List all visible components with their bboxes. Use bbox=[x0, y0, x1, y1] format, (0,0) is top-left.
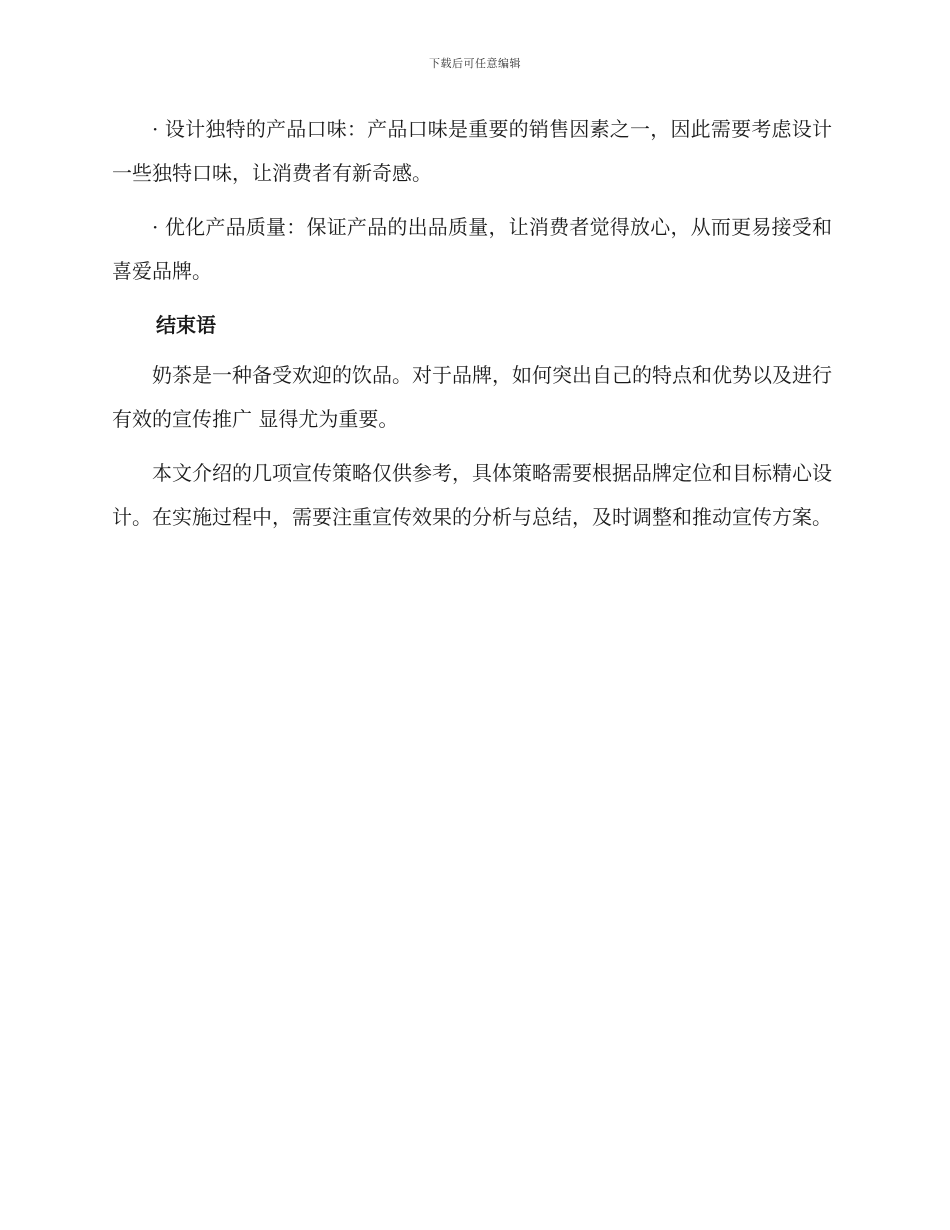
conclusion-paragraph-1: 奶茶是一种备受欢迎的饮品。对于品牌，如何突出自己的特点和优势以及进行有效的宣传推广 显得尤为重要。 bbox=[112, 363, 832, 431]
document-body bbox=[112, 107, 832, 549]
section-heading-conclusion: 结束语 bbox=[156, 313, 216, 337]
bullet-paragraph-quality: · 优化产品质量：保证产品的出品质量，让消费者觉得放心，从而更易接受和喜爱品牌。 bbox=[112, 215, 832, 283]
bullet-paragraph-flavor: · 设计独特的产品口味：产品口味是重要的销售因素之一，因此需要考虑设计一些独特口味，让消费者有新奇感。 bbox=[112, 117, 832, 185]
conclusion-paragraph-2: 本文介绍的几项宣传策略仅供参考，具体策略需要根据品牌定位和目标精心设计。在实施过程中，需要注重宣传效果的分析与总结，及时调整和推动宣传方案。 bbox=[112, 461, 832, 529]
page-header-note: 下载后可任意编辑 bbox=[429, 57, 521, 70]
